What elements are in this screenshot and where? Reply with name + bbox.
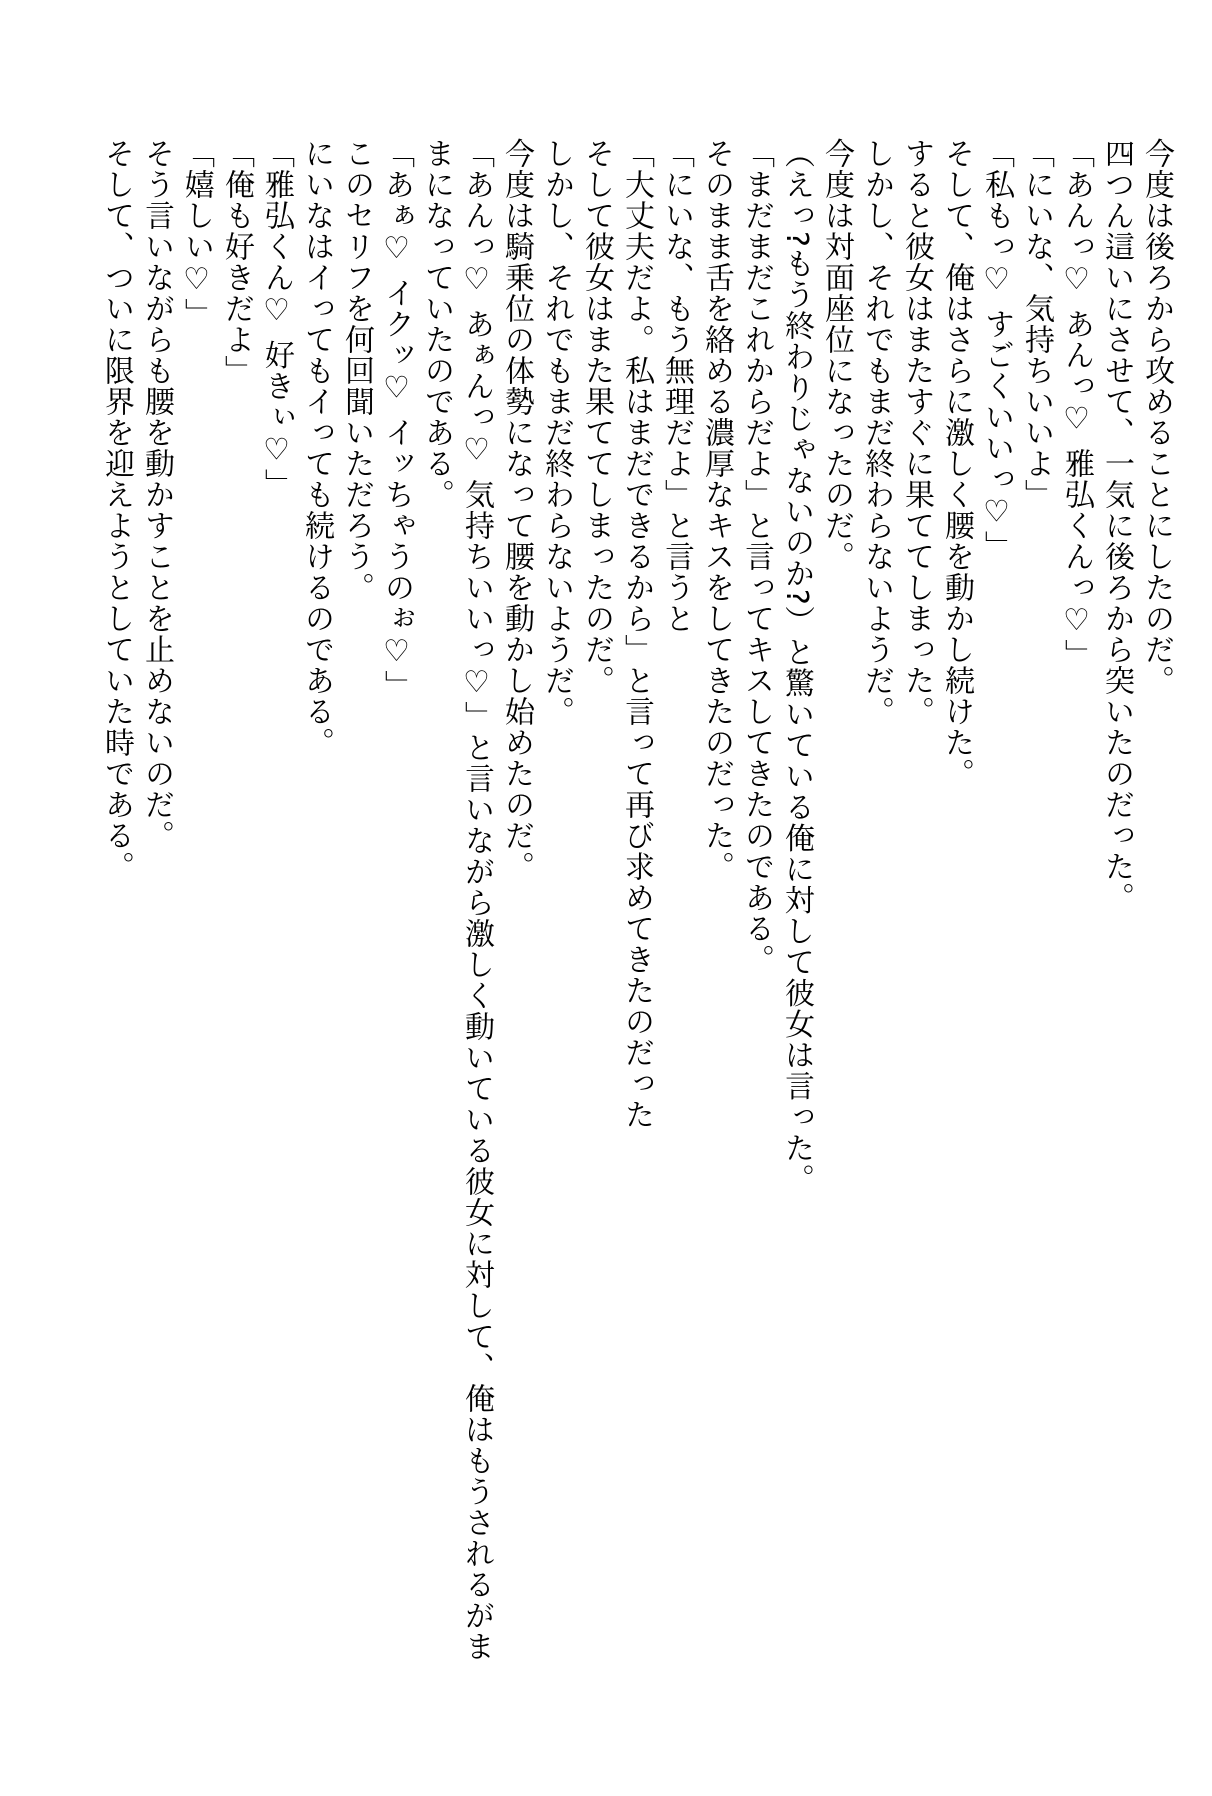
text-line: 「嬉しい♡」 (179, 138, 214, 329)
text-line: そして、ついに限界を迎えようとしていた時である。 (99, 138, 134, 882)
text-line: そして、俺はさらに激しく腰を動かし続けた。 (939, 138, 974, 789)
text-line: そのまま舌を絡める濃厚なキスをしてきたのだった。 (699, 138, 734, 882)
text-line: そう言いながらも腰を動かすことを止めないのだ。 (139, 138, 174, 851)
text-line: 今度は後ろから攻めることにしたのだ。 (1139, 138, 1174, 696)
text-line: このセリフを何回聞いただろう。 (339, 138, 374, 603)
text-line: 今度は対面座位になったのだ。 (819, 138, 854, 572)
text-line: 「あんっ♡ あぁんっ♡ 気持ちいいっ♡」と言いながら激しく動いている彼女に対して、俺はもうされるがままになっていたのである。 (419, 138, 494, 1663)
text-line: 「俺も好きだよ」 (219, 138, 254, 386)
text-line: 「まだまだこれからだよ」と言ってキスしてきたのである。 (739, 138, 774, 975)
text-line: 「雅弘くん♡ 好きぃ♡」 (259, 138, 294, 500)
text-line: 今度は騎乗位の体勢になって腰を動かし始めたのだ。 (499, 138, 534, 882)
text-line: 「にいな、もう無理だよ」と言うと (659, 138, 694, 634)
text-line: 「大丈夫だよ。私はまだできるから」と言って再び求めてきたのだった (619, 138, 654, 1130)
novel-text-block (96, 138, 1176, 1678)
text-line: にいなはイってもイっても続けるのである。 (299, 138, 334, 758)
text-line: そして彼女はまた果ててしまったのだ。 (579, 138, 614, 696)
text-line: （えっ?もう終わりじゃないのか?）と驚いている俺に対して彼女は言った。 (779, 138, 814, 1195)
text-line: 四つん這いにさせて、一気に後ろから突いたのだった。 (1099, 138, 1134, 913)
text-line: 「私もっ♡ すごくいいっ♡」 (979, 138, 1014, 562)
text-line: しかし、それでもまだ終わらないようだ。 (539, 138, 574, 727)
text-line: しかし、それでもまだ終わらないようだ。 (859, 138, 894, 727)
text-line: すると彼女はまたすぐに果ててしまった。 (899, 138, 934, 727)
text-line: 「あんっ♡ あんっ♡ 雅弘くんっ♡」 (1059, 138, 1094, 671)
text-line: 「にいな、気持ちいいよ」 (1019, 138, 1054, 510)
text-line: 「あぁ♡ イクッ♡ イッちゃうのぉ♡」 (379, 138, 414, 702)
